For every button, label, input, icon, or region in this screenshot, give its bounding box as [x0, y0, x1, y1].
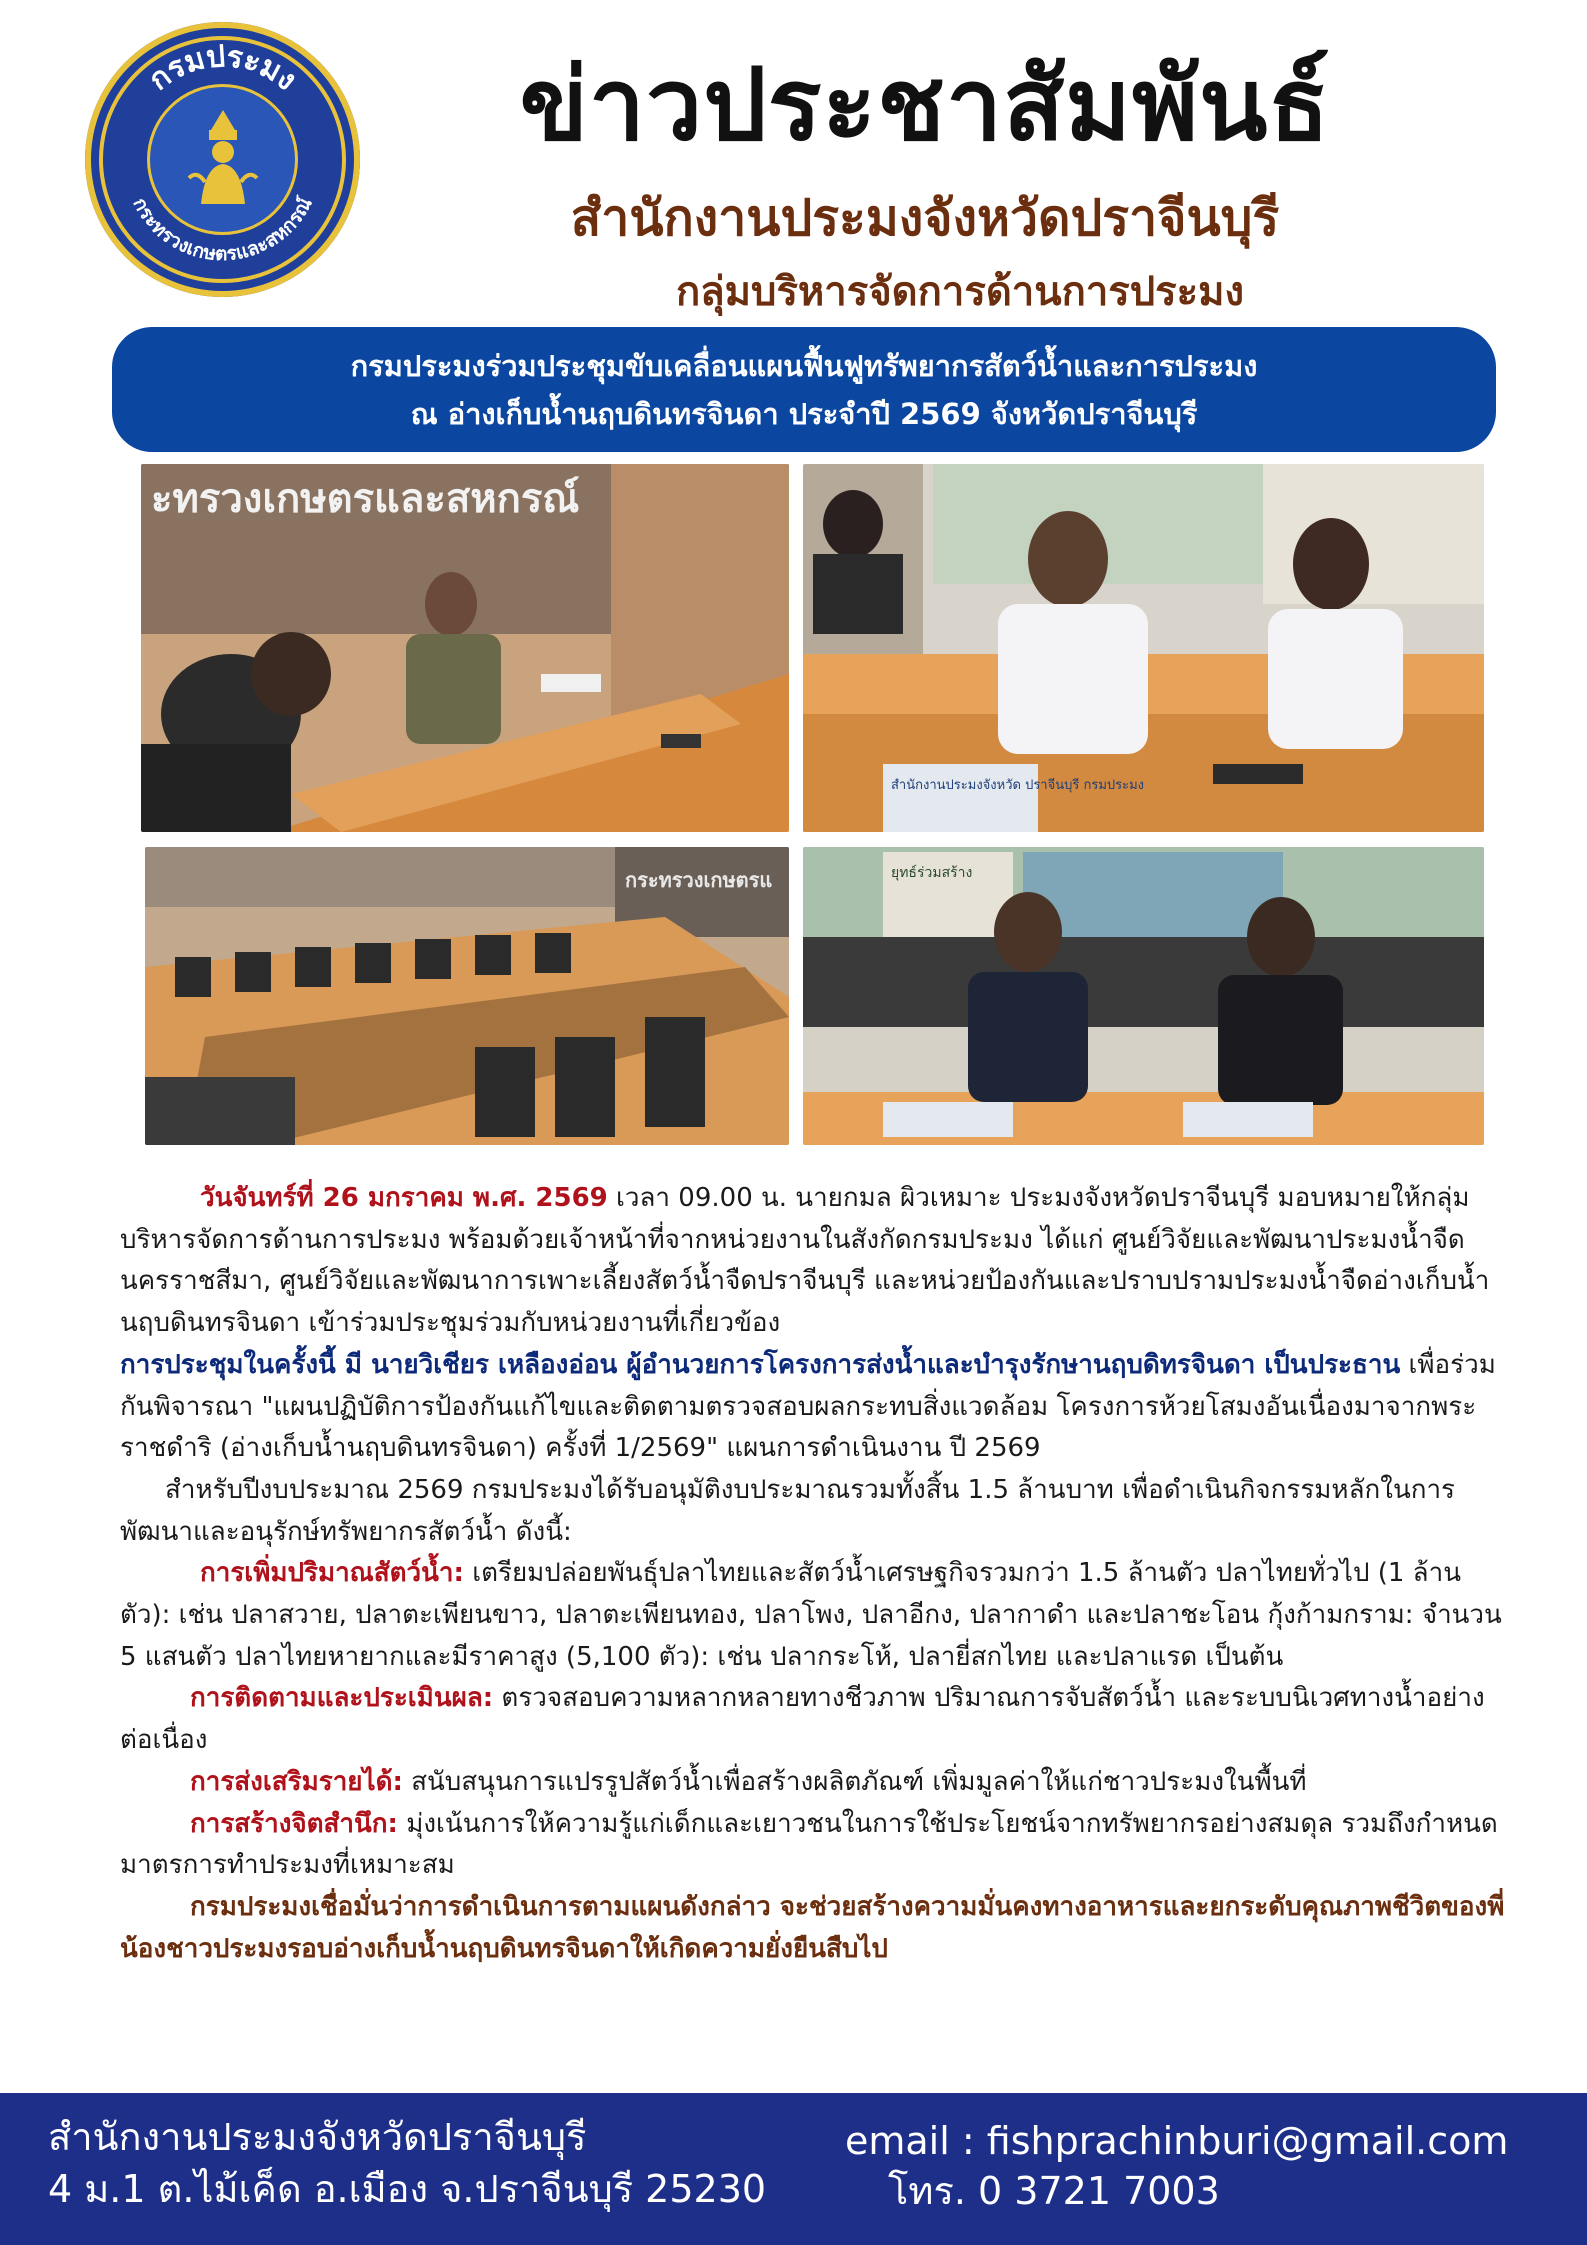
activity-monitoring [120, 1678, 1510, 1761]
activity-stocking [120, 1553, 1510, 1678]
activity-awareness-text: มุ่งเน้นการให้ความรู้แก่เด็กและเยาวชนในการใช้ประโยชน์จากทรัพยากรอย่างสมดุล รวมถึงกำหนดมาตรการทำประมงที่เหมาะสม [120, 1808, 1498, 1881]
footer-office: สำนักงานประมงจังหวัดปราจีนบุรี [48, 2115, 587, 2159]
footer-email[interactable]: email : fishprachinburi@gmail.com [845, 2119, 1509, 2163]
paragraph-1-chair [120, 1345, 1510, 1470]
activity-income [120, 1762, 1510, 1804]
activity-awareness-label: การสร้างจิตสำนึก: [190, 1808, 398, 1839]
photo-fisheries-officers [803, 464, 1484, 832]
office-name: สำนักงานประมงจังหวัดปราจีนบุรี [570, 189, 1280, 247]
article-body [120, 1178, 1510, 1970]
photo-display-board: ยุทธ์ร่วมสร้าง [891, 865, 973, 881]
headline-banner [112, 327, 1496, 452]
activity-income-text: สนับสนุนการแปรรูปสัตว์น้ำเพื่อสร้างผลิตภัณฑ์ เพิ่มมูลค่าให้แก่ชาวประมงในพื้นที่ [402, 1766, 1307, 1797]
paragraph-1 [120, 1178, 1510, 1345]
activity-monitoring-label: การติดตามและประเมินผล: [190, 1683, 494, 1714]
meeting-chair: การประชุมในครั้งนี้ มี นายวิเชียร เหลืองอ่อน ผู้อำนวยการโครงการส่งน้ำและบำรุงรักษานฤบดิทรจินดา เป็นประธาน [120, 1349, 1401, 1380]
photo-wall-sign: ะทรวงเกษตรและสหกรณ์ [151, 476, 580, 522]
group-name: กลุ่มบริหารจัดการด้านการประมง [675, 269, 1245, 315]
photo-nameplate: สำนักงานประมงจังหวัด ปราจีนบุรี กรมประมง [891, 778, 1145, 793]
footer-phone[interactable]: โทร. 0 3721 7003 [888, 2169, 1220, 2213]
headline-line-2: ณ อ่างเก็บน้ำนฤบดินทรจินดา ประจำปี 2569 จังหวัดปราจีนบุรี [410, 396, 1198, 431]
activity-stocking-text: เตรียมปล่อยพันธุ์ปลาไทยและสัตว์น้ำเศรษฐกิจรวมกว่า 1.5 ล้านตัว ปลาไทยทั่วไป (1 ล้านตัว): เช่น ปลาสวาย, ปลาตะเพียนขาว, ปลาตะเพียนทอง, ปลาโพง, ปลาอีกง, ปลากาดำ และปลาชะโอน กุ้งก้ามกราม: จำนวน 5 แสนตัว ปลาไทยหายากและมีราคาสูง (5,100 ตัว): เช่น ปลากระโห้, ปลายี่สกไทย และปลาแรด เป็นต้น [120, 1558, 1502, 1672]
activity-awareness [120, 1804, 1510, 1887]
photo-meeting-chair [141, 464, 789, 832]
footer-address: 4 ม.1 ต.ไม้เค็ด อ.เมือง จ.ปราจีนบุรี 25230 [48, 2167, 767, 2211]
deity-emblem-icon [183, 108, 263, 208]
paragraph-budget: สำหรับปีงบประมาณ 2569 กรมประมงได้รับอนุมัติงบประมาณรวมทั้งสิ้น 1.5 ล้านบาท เพื่อดำเนินกิจกรรมหลักในการพัฒนาและอนุรักษ์ทรัพยากรสัตว์น้ำ ดังนี้: [120, 1474, 1456, 1547]
paragraph-1-end: เพื่อร่วมกันพิจารณา "แผนปฏิบัติการป้องกันแก้ไขและติดตามตรวจสอบผลกระทบสิ่งแวดล้อม โครงการห้วยโสมงอันเนื่องมาจากพระราชดำริ (อ่างเก็บน้ำนฤบดินทรจินดา) ครั้งที่ 1/2569" แผนการดำเนินงาน ปี 2569 [120, 1349, 1496, 1464]
photo-wall-sign-2: กระทรวงเกษตรแ [625, 868, 773, 892]
headline-line-1: กรมประมงร่วมประชุมขับเคลื่อนแผนฟื้นฟูทรัพยากรสัตว์น้ำและการประมง [350, 348, 1258, 383]
activity-stocking-label: การเพิ่มปริมาณสัตว์น้ำ: [200, 1558, 464, 1589]
activity-monitoring-text: ตรวจสอบความหลากหลายทางชีวภาพ ปริมาณการจับสัตว์น้ำ และระบบนิเวศทางน้ำอย่างต่อเนื่อง [120, 1683, 1485, 1756]
activity-income-label: การส่งเสริมรายได้: [190, 1766, 403, 1797]
page-title: ข่าวประชาสัมพันธ์ [519, 46, 1331, 163]
svg-text:กระทรวงเกษตรและสหกรณ์: กระทรวงเกษตรและสหกรณ์ [128, 193, 317, 266]
footer [0, 2093, 1587, 2245]
paragraph-1-text: เวลา 09.00 น. นายกมล ผิวเหมาะ ประมงจังหวัดปราจีนบุรี มอบหมายให้กลุ่มบริหารจัดการด้านการประมง พร้อมด้วยเจ้าหน้าที่จากหน่วยงานในสังกัดกรมประมง ได้แก่ ศูนย์วิจัยและพัฒนาประมงน้ำจืดนครราชสีมา, ศูนย์วิจัยและพัฒนาการเพาะเลี้ยงสัตว์น้ำจืดปราจีนบุรี และหน่วยป้องกันและปราบปรามประมงน้ำจืดอ่างเก็บน้ำนฤบดินทรจินดา เข้าร่วมประชุมร่วมกับหน่วยงานที่เกี่ยวข้อง [120, 1183, 1490, 1339]
photo-meeting-room-wide [145, 847, 789, 1145]
department-of-fisheries-logo [85, 22, 360, 297]
photo-meeting-attendees [803, 847, 1484, 1145]
meeting-date: วันจันทร์ที่ 26 มกราคม พ.ศ. 2569 [200, 1183, 608, 1213]
svg-text:กรมประมง: กรมประมง [142, 39, 304, 98]
closing-statement: กรมประมงเชื่อมั่นว่าการดำเนินการตามแผนดังกล่าว จะช่วยสร้างความมั่นคงทางอาหารและยกระดับคุณภาพชีวิตของพี่น้องชาวประมงรอบอ่างเก็บน้ำนฤบดินทรจินดาให้เกิดความยั่งยืนสืบไป [120, 1891, 1505, 1964]
